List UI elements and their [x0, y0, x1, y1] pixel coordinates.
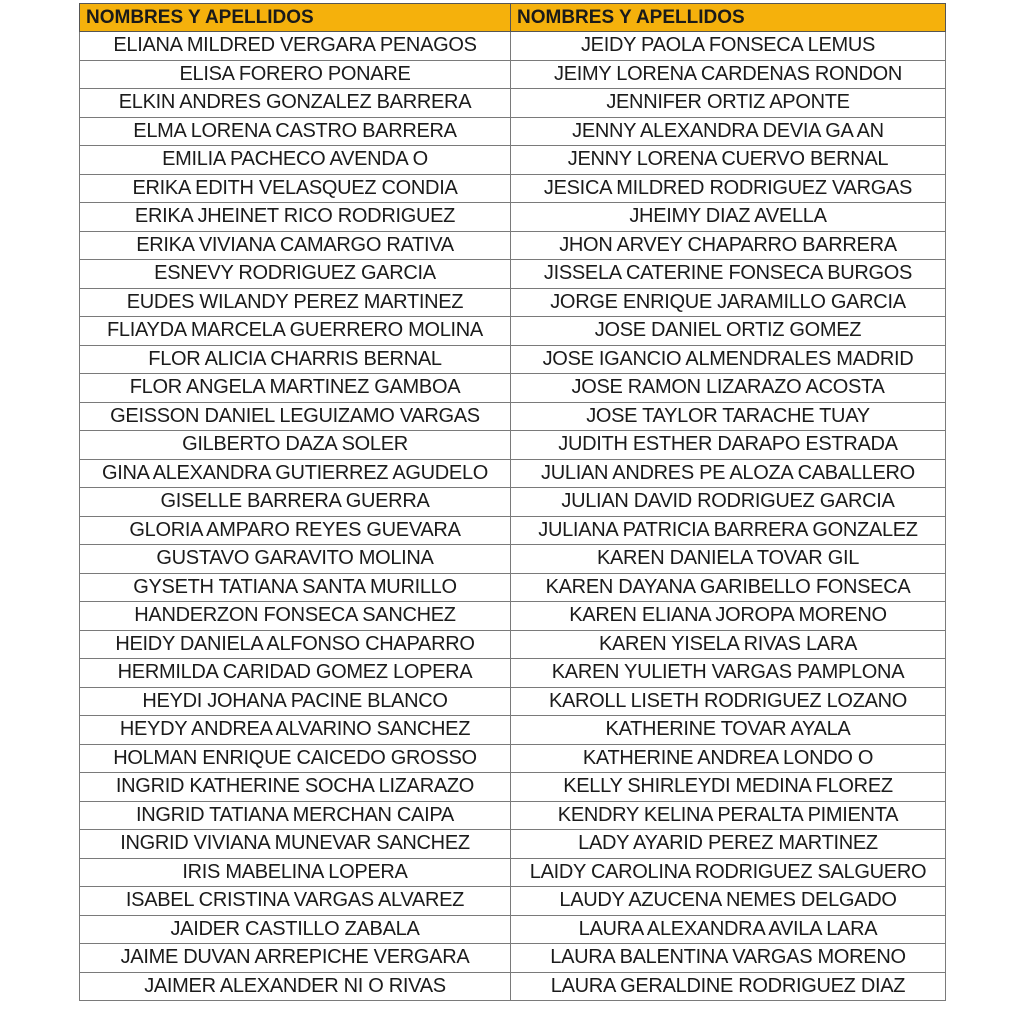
name-cell-right: KAREN DAYANA GARIBELLO FONSECA: [511, 573, 946, 602]
name-cell-left: IRIS MABELINA LOPERA: [80, 858, 511, 887]
name-cell-right: JOSE TAYLOR TARACHE TUAY: [511, 402, 946, 431]
table-row: [80, 630, 946, 659]
name-cell-right: LAIDY CAROLINA RODRIGUEZ SALGUERO: [511, 858, 946, 887]
table-row: [80, 573, 946, 602]
name-cell-right: KATHERINE ANDREA LONDO O: [511, 744, 946, 773]
name-cell-left: HANDERZON FONSECA SANCHEZ: [80, 602, 511, 631]
name-cell-right: LADY AYARID PEREZ MARTINEZ: [511, 830, 946, 859]
name-cell-right: KENDRY KELINA PERALTA PIMIENTA: [511, 801, 946, 830]
table-row: [80, 260, 946, 289]
name-cell-left: FLOR ANGELA MARTINEZ GAMBOA: [80, 374, 511, 403]
table-row: [80, 659, 946, 688]
table-row: [80, 317, 946, 346]
table-row: [80, 203, 946, 232]
name-cell-right: JOSE DANIEL ORTIZ GOMEZ: [511, 317, 946, 346]
name-cell-right: JENNY ALEXANDRA DEVIA GA AN: [511, 117, 946, 146]
name-cell-right: JULIAN DAVID RODRIGUEZ GARCIA: [511, 488, 946, 517]
table-row: [80, 687, 946, 716]
name-cell-right: JEIMY LORENA CARDENAS RONDON: [511, 60, 946, 89]
name-cell-right: KAREN YULIETH VARGAS PAMPLONA: [511, 659, 946, 688]
name-cell-left: EMILIA PACHECO AVENDA O: [80, 146, 511, 175]
name-cell-left: GINA ALEXANDRA GUTIERREZ AGUDELO: [80, 459, 511, 488]
table-row: [80, 288, 946, 317]
name-cell-left: ESNEVY RODRIGUEZ GARCIA: [80, 260, 511, 289]
name-cell-left: INGRID KATHERINE SOCHA LIZARAZO: [80, 773, 511, 802]
name-cell-left: GUSTAVO GARAVITO MOLINA: [80, 545, 511, 574]
name-cell-left: ERIKA VIVIANA CAMARGO RATIVA: [80, 231, 511, 260]
name-cell-left: GISELLE BARRERA GUERRA: [80, 488, 511, 517]
name-cell-right: KELLY SHIRLEYDI MEDINA FLOREZ: [511, 773, 946, 802]
name-cell-left: FLIAYDA MARCELA GUERRERO MOLINA: [80, 317, 511, 346]
table-row: [80, 602, 946, 631]
name-cell-left: FLOR ALICIA CHARRIS BERNAL: [80, 345, 511, 374]
table-row: [80, 545, 946, 574]
table-row: [80, 887, 946, 916]
name-cell-left: ELKIN ANDRES GONZALEZ BARRERA: [80, 89, 511, 118]
name-cell-right: LAUDY AZUCENA NEMES DELGADO: [511, 887, 946, 916]
name-cell-left: JAIDER CASTILLO ZABALA: [80, 915, 511, 944]
name-cell-left: HEYDY ANDREA ALVARINO SANCHEZ: [80, 716, 511, 745]
table-row: [80, 174, 946, 203]
name-cell-right: KAREN DANIELA TOVAR GIL: [511, 545, 946, 574]
table-row: [80, 488, 946, 517]
name-cell-right: JHEIMY DIAZ AVELLA: [511, 203, 946, 232]
table-row: [80, 459, 946, 488]
name-cell-left: ISABEL CRISTINA VARGAS ALVAREZ: [80, 887, 511, 916]
name-cell-left: GILBERTO DAZA SOLER: [80, 431, 511, 460]
table-body: [80, 32, 946, 1001]
table-row: [80, 146, 946, 175]
table-row: [80, 830, 946, 859]
table-row: [80, 801, 946, 830]
name-cell-left: GLORIA AMPARO REYES GUEVARA: [80, 516, 511, 545]
name-cell-left: ELISA FORERO PONARE: [80, 60, 511, 89]
name-cell-right: JUDITH ESTHER DARAPO ESTRADA: [511, 431, 946, 460]
name-cell-left: ELIANA MILDRED VERGARA PENAGOS: [80, 32, 511, 61]
table-row: [80, 231, 946, 260]
name-cell-left: HOLMAN ENRIQUE CAICEDO GROSSO: [80, 744, 511, 773]
name-cell-right: JEIDY PAOLA FONSECA LEMUS: [511, 32, 946, 61]
name-cell-right: JISSELA CATERINE FONSECA BURGOS: [511, 260, 946, 289]
name-cell-right: JHON ARVEY CHAPARRO BARRERA: [511, 231, 946, 260]
name-cell-right: JESICA MILDRED RODRIGUEZ VARGAS: [511, 174, 946, 203]
header-row: [80, 4, 946, 32]
table-row: [80, 117, 946, 146]
table-row: [80, 431, 946, 460]
name-cell-right: LAURA BALENTINA VARGAS MORENO: [511, 944, 946, 973]
names-table: [79, 3, 946, 1001]
name-cell-left: JAIMER ALEXANDER NI O RIVAS: [80, 972, 511, 1001]
name-cell-left: ERIKA JHEINET RICO RODRIGUEZ: [80, 203, 511, 232]
table-header: [80, 4, 946, 32]
name-cell-left: INGRID VIVIANA MUNEVAR SANCHEZ: [80, 830, 511, 859]
table-row: [80, 32, 946, 61]
name-cell-right: JENNIFER ORTIZ APONTE: [511, 89, 946, 118]
table-row: [80, 744, 946, 773]
table-row: [80, 915, 946, 944]
column-header-left: NOMBRES Y APELLIDOS: [80, 4, 511, 32]
name-cell-left: JAIME DUVAN ARREPICHE VERGARA: [80, 944, 511, 973]
table-row: [80, 716, 946, 745]
name-cell-left: GYSETH TATIANA SANTA MURILLO: [80, 573, 511, 602]
name-cell-left: EUDES WILANDY PEREZ MARTINEZ: [80, 288, 511, 317]
name-cell-left: HERMILDA CARIDAD GOMEZ LOPERA: [80, 659, 511, 688]
name-cell-left: HEYDI JOHANA PACINE BLANCO: [80, 687, 511, 716]
name-cell-right: JOSE IGANCIO ALMENDRALES MADRID: [511, 345, 946, 374]
table-row: [80, 89, 946, 118]
name-cell-right: KAREN ELIANA JOROPA MORENO: [511, 602, 946, 631]
name-cell-right: JORGE ENRIQUE JARAMILLO GARCIA: [511, 288, 946, 317]
name-cell-right: JULIAN ANDRES PE ALOZA CABALLERO: [511, 459, 946, 488]
name-cell-left: HEIDY DANIELA ALFONSO CHAPARRO: [80, 630, 511, 659]
name-cell-right: JENNY LORENA CUERVO BERNAL: [511, 146, 946, 175]
table-row: [80, 858, 946, 887]
table-row: [80, 944, 946, 973]
name-cell-right: JULIANA PATRICIA BARRERA GONZALEZ: [511, 516, 946, 545]
name-cell-right: KAREN YISELA RIVAS LARA: [511, 630, 946, 659]
name-cell-left: INGRID TATIANA MERCHAN CAIPA: [80, 801, 511, 830]
table-row: [80, 402, 946, 431]
name-cell-left: GEISSON DANIEL LEGUIZAMO VARGAS: [80, 402, 511, 431]
table-row: [80, 773, 946, 802]
name-cell-right: KAROLL LISETH RODRIGUEZ LOZANO: [511, 687, 946, 716]
name-cell-right: LAURA ALEXANDRA AVILA LARA: [511, 915, 946, 944]
name-cell-right: KATHERINE TOVAR AYALA: [511, 716, 946, 745]
name-cell-left: ELMA LORENA CASTRO BARRERA: [80, 117, 511, 146]
name-cell-right: JOSE RAMON LIZARAZO ACOSTA: [511, 374, 946, 403]
column-header-right: NOMBRES Y APELLIDOS: [511, 4, 946, 32]
table-row: [80, 60, 946, 89]
name-cell-right: LAURA GERALDINE RODRIGUEZ DIAZ: [511, 972, 946, 1001]
table-row: [80, 972, 946, 1001]
table-row: [80, 516, 946, 545]
table-row: [80, 345, 946, 374]
name-cell-left: ERIKA EDITH VELASQUEZ CONDIA: [80, 174, 511, 203]
table-row: [80, 374, 946, 403]
